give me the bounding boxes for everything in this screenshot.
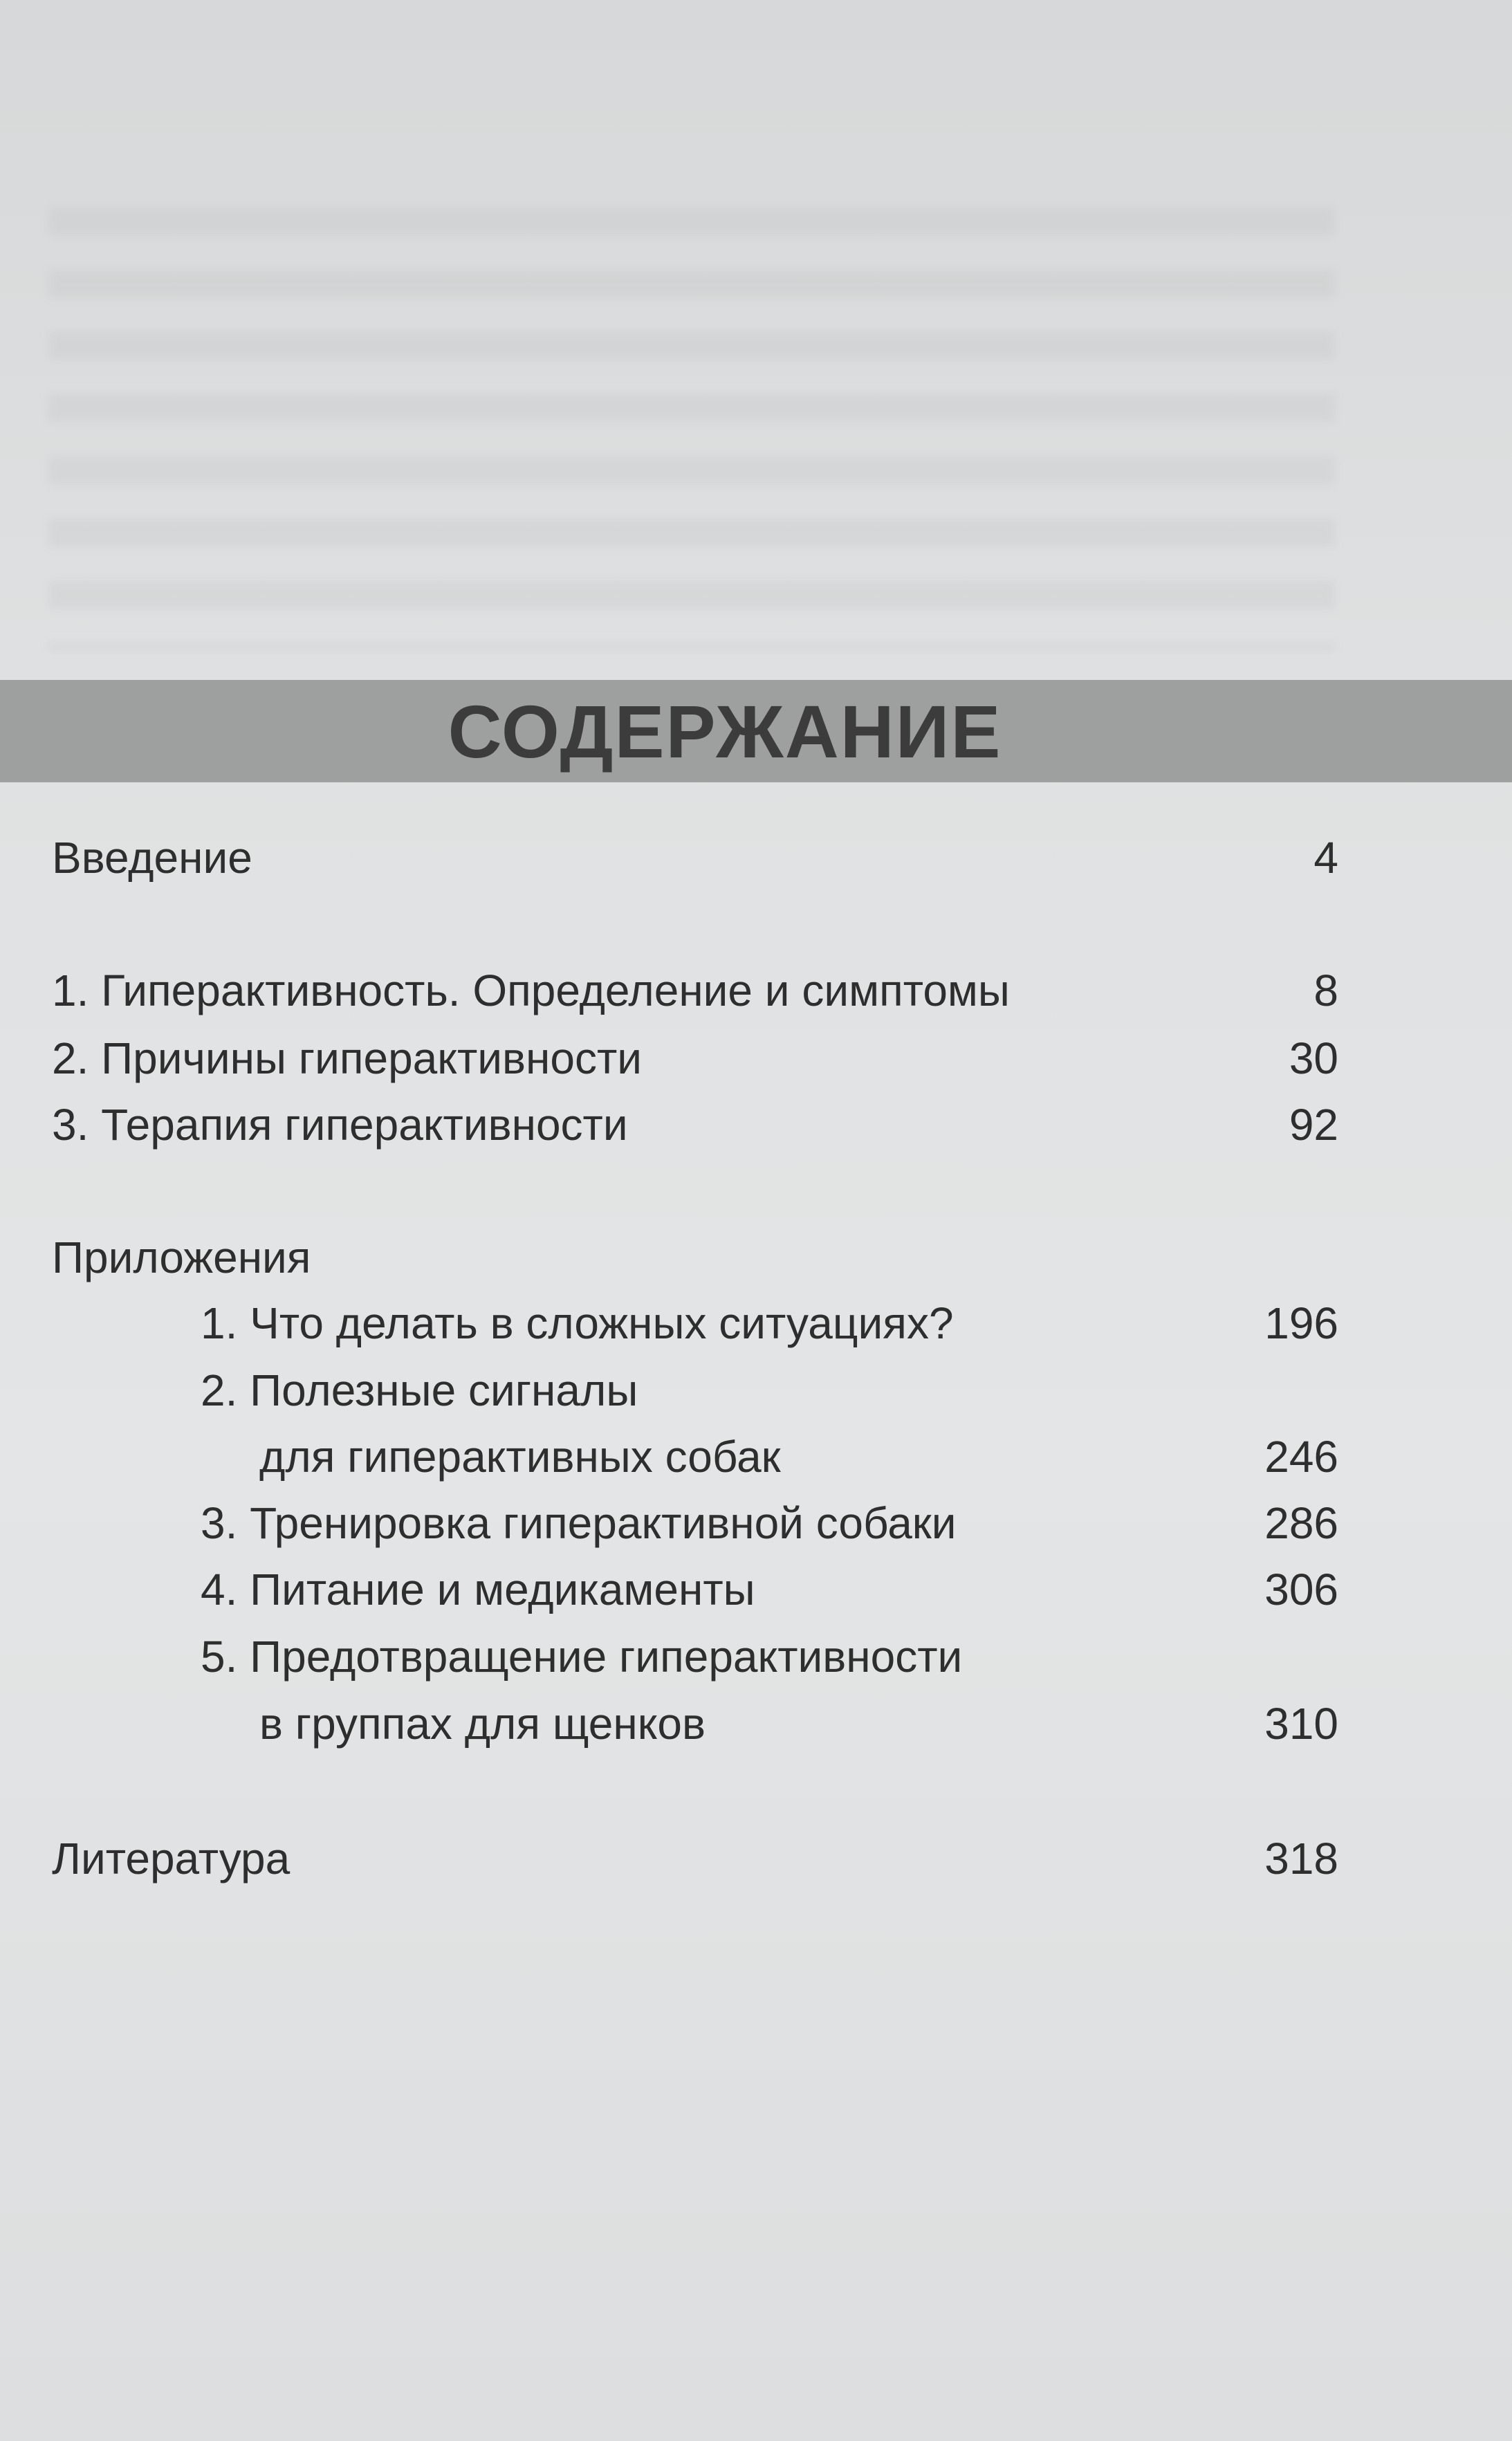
toc-entry-chapter-3 xyxy=(52,1097,1338,1152)
toc-entry-label: 2. Полезные сигналы xyxy=(201,1365,638,1415)
bleed-through-shadow xyxy=(48,208,1335,650)
toc-entry-page: 196 xyxy=(1264,1298,1338,1348)
toc-entry-literature xyxy=(52,1831,1338,1886)
page-title: СОДЕРЖАНИЕ xyxy=(448,689,1002,773)
toc-section-appendices xyxy=(52,1230,1338,1285)
toc-entry-appendix-3 xyxy=(201,1495,1338,1551)
toc-entry-label: 1. Что делать в сложных ситуациях? xyxy=(201,1298,954,1348)
toc-entry-page: 318 xyxy=(1264,1834,1338,1883)
toc-entry-appendix-2 xyxy=(201,1363,1338,1418)
toc-entry-page: 310 xyxy=(1264,1699,1338,1749)
toc-entry-chapter-2 xyxy=(52,1031,1338,1086)
toc-entry-appendix-2-cont xyxy=(259,1429,1338,1484)
toc-entry-label: Приложения xyxy=(52,1233,311,1282)
toc-entry-appendix-5-cont xyxy=(259,1696,1338,1751)
toc-entry-page: 4 xyxy=(1313,833,1338,883)
toc-entry-label: 3. Терапия гиперактивности xyxy=(52,1100,628,1150)
toc-entry-appendix-4 xyxy=(201,1562,1338,1617)
toc-entry-label: Введение xyxy=(52,833,252,883)
header-band xyxy=(0,680,1512,782)
toc-entry-page: 286 xyxy=(1264,1498,1338,1548)
toc-entry-chapter-1 xyxy=(52,963,1338,1018)
toc-entry-page: 8 xyxy=(1313,966,1338,1015)
toc-entry-label: 5. Предотвращение гиперактивности xyxy=(201,1632,963,1682)
toc-entry-label: в группах для щенков xyxy=(259,1699,706,1749)
toc-entry-appendix-1 xyxy=(201,1296,1338,1351)
toc-entry-page: 246 xyxy=(1264,1432,1338,1482)
toc-entry-label: для гиперактивных собак xyxy=(259,1432,781,1482)
toc-entry-page: 30 xyxy=(1289,1033,1338,1083)
toc-entry-appendix-5 xyxy=(201,1629,1338,1684)
toc-entry-label: 2. Причины гиперактивности xyxy=(52,1033,643,1083)
toc-entry-introduction xyxy=(52,830,1338,885)
toc-entry-label: 1. Гиперактивность. Определение и симптомы xyxy=(52,966,1010,1015)
toc-entry-label: 3. Тренировка гиперактивной собаки xyxy=(201,1498,957,1548)
toc-entry-page: 306 xyxy=(1264,1565,1338,1614)
toc-entry-page: 92 xyxy=(1289,1100,1338,1150)
toc-entry-label: 4. Питание и медикаменты xyxy=(201,1565,755,1614)
toc-entry-label: Литература xyxy=(52,1834,291,1883)
